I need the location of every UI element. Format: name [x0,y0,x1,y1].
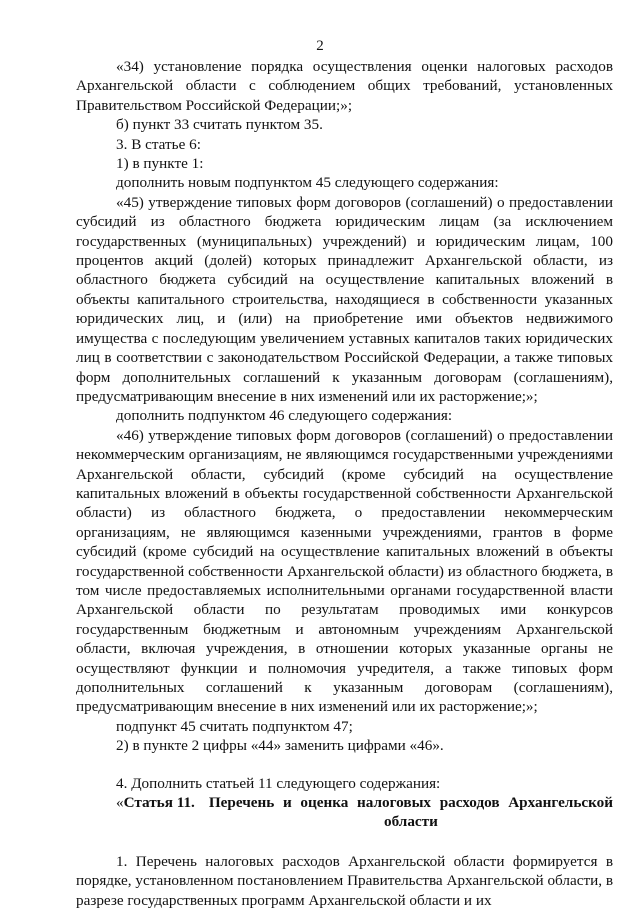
article-open-quote: « [116,794,124,812]
paragraph-add-article-11: 4. Дополнить статьей 11 следующего содержания: [116,774,441,792]
article-title-line-2: области [383,813,438,831]
paragraph-add-subitem-46: дополнить подпунктом 46 следующего содержания: [116,407,453,425]
paragraph-add-subitem-45: дополнить новым подпунктом 45 следующего содержания: [116,174,499,192]
document-body [76,57,613,910]
paragraph-subitem-45: «45) утверждение типовых форм договоров (соглашений) о предоставлении субсидий из областного бюджета юридическим лицам (за исключением государственных (муниципальных) учреждений) и юридическим лицам, 100 процентов акций (долей) которых принадлежит Архангельской области, из областного бюджета субсидий на осуществление капитальных вложений в объекты капитального строительства, находящиеся в собственности указанных юридических лиц, и (или) на приобретение ими объектов недвижимого имущества с последующим увеличением уставных капиталов таких юридических лиц в соответствии с законодательством Российской Федерации, а также типовых форм дополнительных соглашений к указанным договорам (соглашениям), предусматривающим внесение в них изменений или их расторжение;»; [76,193,613,405]
paragraph-point-2: 2) в пункте 2 цифры «44» заменить цифрами «46». [116,737,444,755]
paragraph-renumber-45: подпункт 45 считать подпунктом 47; [116,717,353,735]
paragraph-renumber-33: б) пункт 33 считать пунктом 35. [116,116,323,134]
paragraph-article-6: 3. В статье 6: [116,135,201,153]
article-heading [76,793,613,832]
paragraph-subitem-34: «34) установление порядка осуществления оценки налоговых расходов Архангельской области с соблюдением общих требований, установленных Правительством Российской Федерации;»; [76,58,613,114]
page-number: 2 [316,38,324,54]
paragraph-article-11-point-1: 1. Перечень налоговых расходов Архангельской области формируется в порядке, установленном постановлением Правительства Архангельской области, в разрезе государственных программ Архангельской области и их [76,852,613,909]
paragraph-subitem-46: «46) утверждение типовых форм договоров (соглашений) о предоставлении некоммерческим организациям, не являющимся государственными учреждениями Архангельской области, субсидий (кроме субсидий на осуществление капитальных вложений в объекты государственной собственности Архангельской области) из областного бюджета, о предоставлении некоммерческим организациям, не являющимся казенными учреждениями, грантов в форме субсидий (кроме субсидий на осуществление капитальных вложений в объекты государственной собственности Архангельской области) из областного бюджета, в том числе предоставляемых исполнительными органами государственной власти Архангельской области по результатам проводимых ими конкурсов государственным бюджетным и автономным учреждениям Архангельской области, включая учреждения, в отношении которых указанные органы не осуществляют функции и полномочия учредителя, а также типовых форм дополнительных соглашений к указанным договорам (соглашениям), предусматривающим внесение в них изменений или их расторжение;»; [76,426,613,716]
article-title [209,793,613,832]
article-label: Статья 11. [123,794,195,812]
article-title-line-1: Перечень и оценка налоговых расходов Архангельской [208,794,613,812]
paragraph-point-1: 1) в пункте 1: [116,155,204,173]
